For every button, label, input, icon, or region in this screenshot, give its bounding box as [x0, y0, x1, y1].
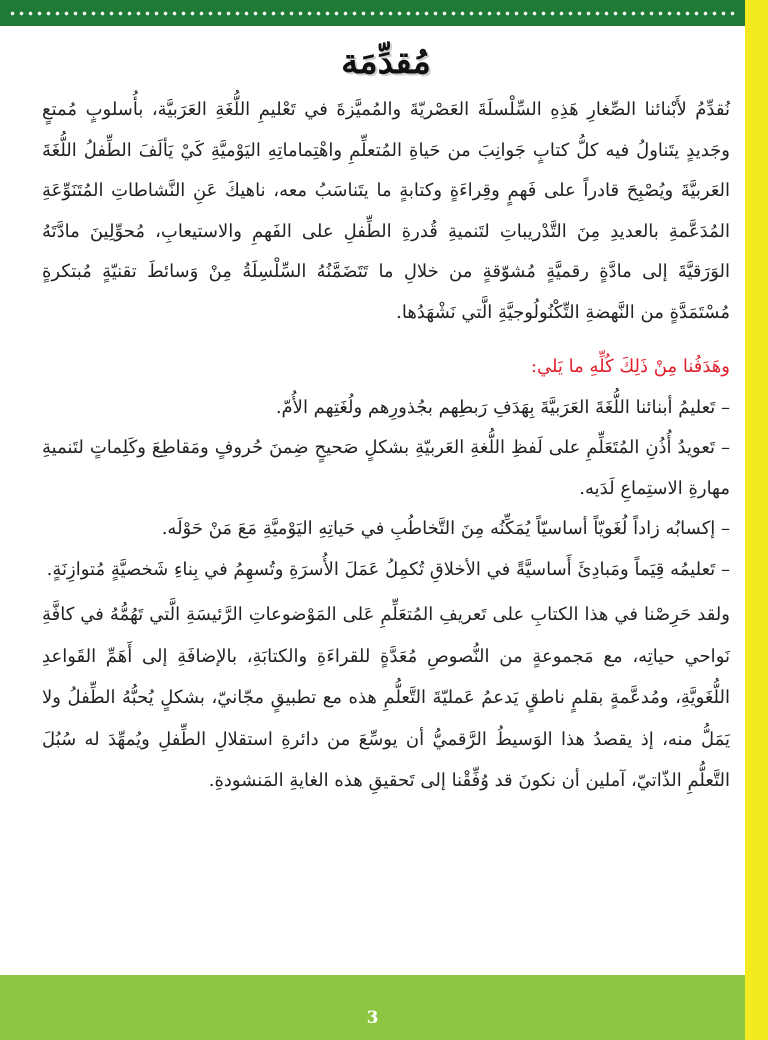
closing-paragraph: ولقد حَرِصْنا في هذا الكتابِ على تَعريفِ المُتعَلِّمِ عَلى المَوْضوعاتِ الرَّئيسَةِ الَّتي تَهُمُّهُ في كافَّةِ نَواحي حياتِه، مع مَجموعةٍ من النُّصوصِ مُعَدَّةٍ للقراءَةِ والكتابَةِ، بالإضافَةِ إلى أَهَمِّ القَواعدِ اللُّغَويَّةِ، ومُدعَّمةٍ بقلمٍ ناطقٍ يَدعمُ عَمليّةَ التَّعلُّمِ هذه مع تطبيقٍ مجّانيّ، بشكلٍ يُحبُّهُ الطِّفلُ ولا يَمَلُّ منه، إذ يقصدُ هذا الوَسيطُ الرَّقميُّ أن يوسِّعَ من دائرةِ استقلالِ الطِّفلِ ويُمهِّدَ له سُبُلَ التَّعلُّمِ الذّاتيّ، آملين أن نكونَ قد وُفِّقْنا إلى تَحقيقِ هذه الغايةِ المَنشودةِ. [42, 604, 730, 791]
goal-item: – تَعويدُ أُذُنِ المُتَعَلِّمِ على لَفظِ اللُّغةِ العَربيّةِ بشكلٍ صَحيحٍ ضِمنَ حُروفٍ ومَقاطِعَ وكَلِماتٍ لتَنميةِ مهارةِ الاستِماعِ لَدَيه. [42, 437, 730, 499]
goal-item: – تَعليمُه قِيَماً ومَبادِئَ أَساسيَّةً في الأخلاقِ تُكمِلُ عَمَلَ الأُسرَةِ وتُسهِمُ في بِناءِ شَخصيَّةٍ مُتوازِنَةٍ. [46, 558, 730, 580]
header-dotted-line [8, 11, 737, 16]
side-band [745, 0, 768, 1040]
intro-paragraph: نُقدِّمُ لأَبْنائنا الصِّغارِ هَذِهِ السِّلْسلَةَ العَصْريّةَ والمُميَّزةَ في تَعْليمِ اللُّغَةِ العَرَبيَّة، بأُسلوبٍ مُمتعٍ وجَديدٍ يتَناولُ فيه كلُّ كتابٍ جَوانِبَ من حَياةِ المُتعلِّمِ واهْتِماماتِهِ اليَوْميَّةِ كَيْ يَألَفَ الطِّفلُ اللُّغَةَ العَربيَّةَ ويُصْبِحَ قادراً على فَهمٍ وقِراءَةٍ وكتابةٍ ما يتَناسَبُ معه، ناهيكَ عَنِ النَّشاطاتِ المُتَنَوِّعَةِ المُدَعَّمةِ بالعديدِ مِنَ التَّدْريباتِ لتَنميةِ قُدرةِ الطِّفلِ على الفَهمِ والاستيعابِ، مُحوِّلِينَ مادَّتَهُ الوَرَقيَّةَ إلى مادَّةٍ رقميَّةٍ مُشوّقةٍ من خلالِ ما تَتَضَمَّنُهُ السِّلْسِلَةُ مِنْ وَسائطَ تقنيّةٍ مُبتكرةٍ مُسْتَمَدَّةٍ من النَّهضةِ التِّكْنُولُوجيَّةِ الَّتي نَشْهَدُها. [42, 99, 730, 323]
header-band [0, 0, 745, 26]
footer-band [0, 975, 745, 1040]
page-content [42, 40, 730, 802]
goals-heading: وهَدَفُنا مِنْ ذَلِكَ كُلِّهِ ما يَلي: [530, 356, 730, 377]
page-title: مُقدِّمَة [341, 42, 431, 82]
page-number: 3 [366, 1008, 379, 1028]
goal-item: – إكسابُه زاداً لُغَويّاً أساسيّاً يُمَكِّنُه مِنَ التَّخاطُبِ في حَياتِهِ اليَوْميَّةِ مَعَ مَنْ حَوْلَه. [161, 518, 730, 539]
goal-item: – تَعليمُ أبنائنا اللُّغَةَ العَرَبيَّةَ بِهَدَفِ رَبطِهم بجُذورِهم ولُغَتِهم الأُمّ. [275, 396, 730, 418]
